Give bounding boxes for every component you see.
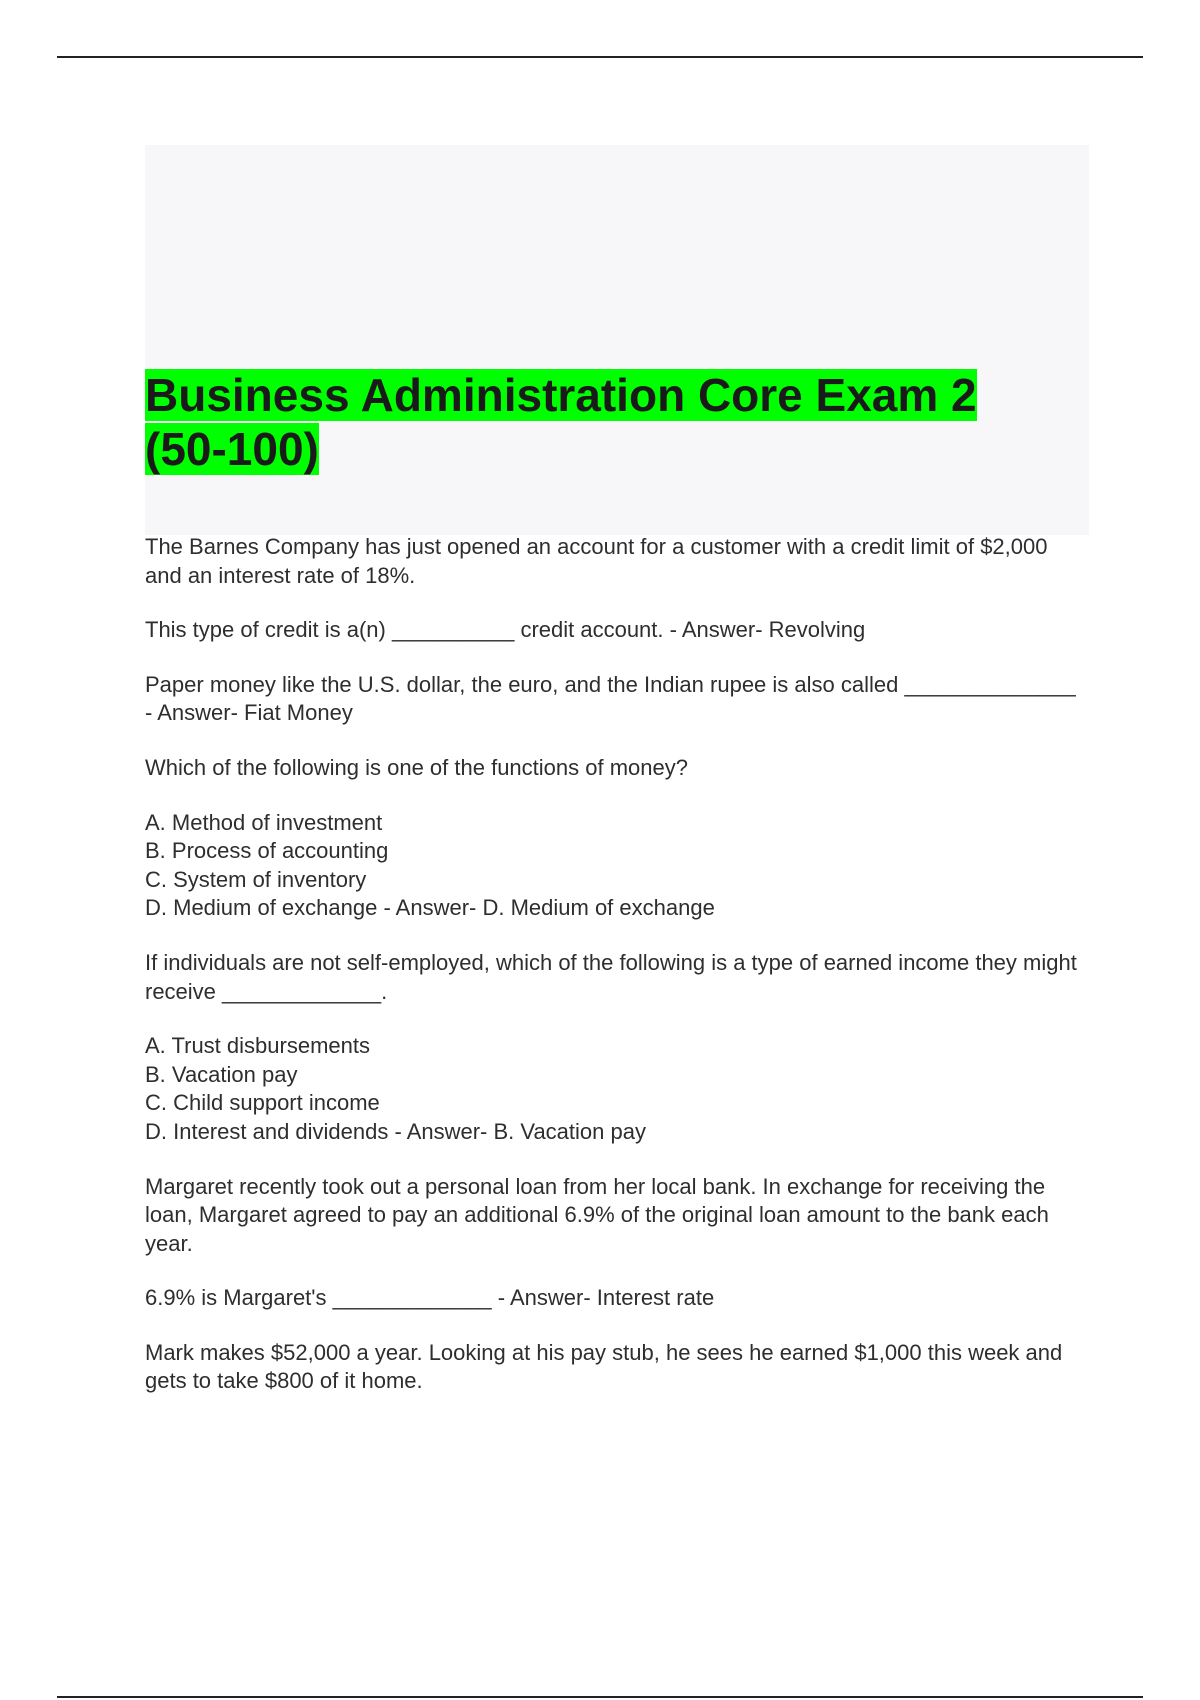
bottom-rule: [57, 1696, 1143, 1698]
option-line: B. Process of accounting: [145, 838, 389, 864]
option-line: A. Trust disbursements: [145, 1033, 370, 1059]
option-line: B. Vacation pay: [145, 1061, 298, 1087]
title-highlight: Business Administration Core Exam 2 (50-100): [145, 369, 977, 475]
question-2: Paper money like the U.S. dollar, the euro, and the Indian rupee is also called ______________ - Answer- Fiat Money: [145, 671, 1076, 726]
question-4-options: [145, 1032, 1085, 1146]
top-rule: [57, 56, 1143, 58]
question-3: Which of the following is one of the functions of money?: [145, 754, 688, 780]
question-6-context: Mark makes $52,000 a year. Looking at his pay stub, he sees he earned $1,000 this week and gets to take $800 of it home.: [145, 1339, 1063, 1394]
option-line: C. System of inventory: [145, 866, 367, 892]
question-5: 6.9% is Margaret's _____________ - Answer- Interest rate: [145, 1285, 715, 1311]
option-line: A. Method of investment: [145, 809, 383, 835]
question-5-context: Margaret recently took out a personal loan from her local bank. In exchange for receiving the loan, Margaret agreed to pay an additional 6.9% of the original loan amount to the bank each year.: [145, 1173, 1049, 1256]
document-body: [145, 533, 1085, 1422]
document-title: [145, 368, 1045, 476]
option-line-with-answer: D. Interest and dividends - Answer- B. Vacation pay: [145, 1118, 646, 1144]
question-1: This type of credit is a(n) __________ credit account. - Answer- Revolving: [145, 617, 866, 643]
option-line-with-answer: D. Medium of exchange - Answer- D. Medium of exchange: [145, 895, 715, 921]
option-line: C. Child support income: [145, 1090, 380, 1116]
title-block-background: [145, 145, 1089, 535]
question-4: If individuals are not self-employed, which of the following is a type of earned income they might receive _____________.: [145, 949, 1077, 1004]
question-1-context: The Barnes Company has just opened an account for a customer with a credit limit of $2,000 and an interest rate of 18%.: [145, 534, 1048, 588]
question-3-options: [145, 809, 1085, 923]
